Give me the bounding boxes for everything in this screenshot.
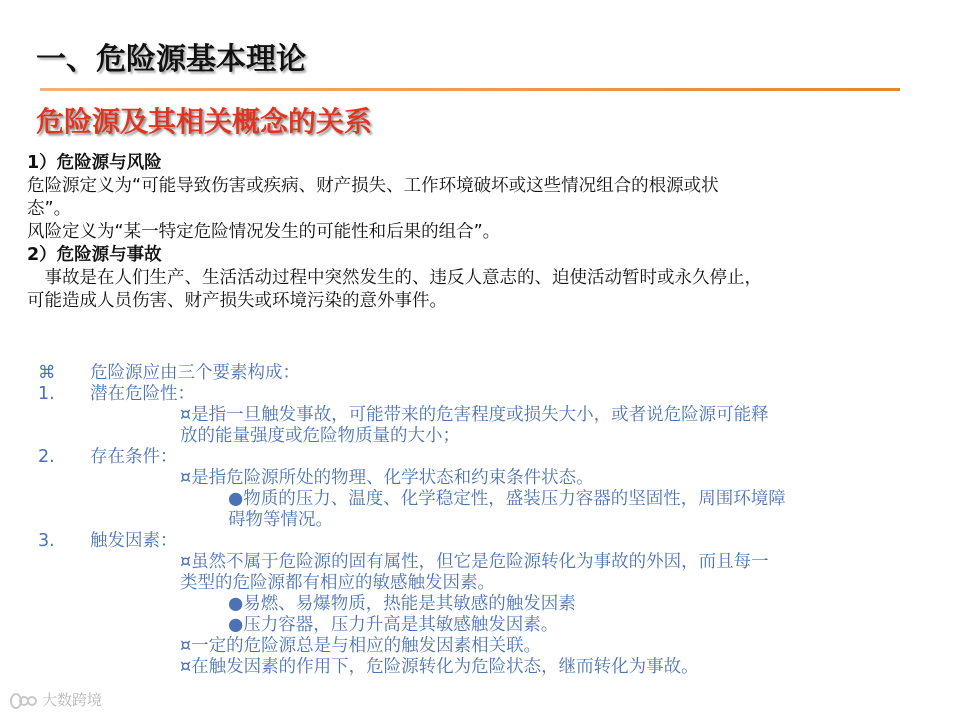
page-subtitle: 危险源及其相关概念的关系	[36, 105, 373, 138]
item3-sub: ●压力容器，压力升高是其敏感触发因素。	[228, 615, 559, 635]
item3-desc: 类型的危险源都有相应的敏感触发因素。	[180, 573, 495, 593]
item1-desc: 放的能量强度或危险物质量的大小；	[180, 426, 460, 446]
item3-note: ¤一定的危险源总是与相应的触发因素相关联。	[180, 636, 542, 656]
item3-sub: ●易燃、易爆物质，热能是其敏感的触发因素	[228, 594, 576, 614]
definitions-block	[27, 152, 927, 313]
watermark-logo-icon	[10, 691, 36, 709]
section2-heading: 2）危险源与事故	[27, 245, 162, 265]
watermark	[10, 689, 102, 710]
section1-heading: 1）危险源与风险	[27, 153, 162, 173]
item2-sub: 碍物等情况。	[228, 510, 333, 530]
item3-note: ¤在触发因素的作用下，危险源转化为危险状态，继而转化为事故。	[180, 657, 699, 677]
section1-line: 危险源定义为“可能导致伤害或疾病、财产损失、工作环境破坏或这些情况组合的根源或状	[27, 176, 719, 196]
item1-label: 潜在危险性：	[90, 384, 195, 404]
title-underline	[40, 88, 900, 91]
section2-line: 可能造成人员伤害、财产损失或环境污染的意外事件。	[27, 291, 447, 311]
section1-line: 态”。	[27, 199, 72, 219]
item3-desc: ¤虽然不属于危险源的固有属性，但它是危险源转化为事故的外因，而且每一	[180, 552, 769, 572]
item3-label: 触发因素：	[90, 531, 178, 551]
section2-line: 事故是在人们生产、生活活动过程中突然发生的、违反人意志的、迫使活动暂时或永久停止，	[27, 268, 762, 288]
elements-intro: 危险源应由三个要素构成：	[90, 363, 300, 383]
item2-sub: ●物质的压力、温度、化学稳定性，盛装压力容器的坚固性，周围环境障	[228, 489, 786, 509]
item2-label: 存在条件：	[90, 447, 178, 467]
item3-number: 3.	[38, 531, 55, 551]
item2-number: 2.	[38, 447, 55, 467]
item2-desc: ¤是指危险源所处的物理、化学状态和约束条件状态。	[180, 468, 594, 488]
command-icon: ⌘	[38, 363, 56, 383]
item1-number: 1.	[38, 384, 55, 404]
watermark-text: 大数跨境	[42, 691, 103, 709]
item1-desc: ¤是指一旦触发事故，可能带来的危害程度或损失大小，或者说危险源可能释	[180, 405, 769, 425]
section1-line: 风险定义为“某一特定危险情况发生的可能性和后果的组合”。	[27, 222, 501, 242]
page-title: 一、危险源基本理论	[36, 42, 306, 77]
